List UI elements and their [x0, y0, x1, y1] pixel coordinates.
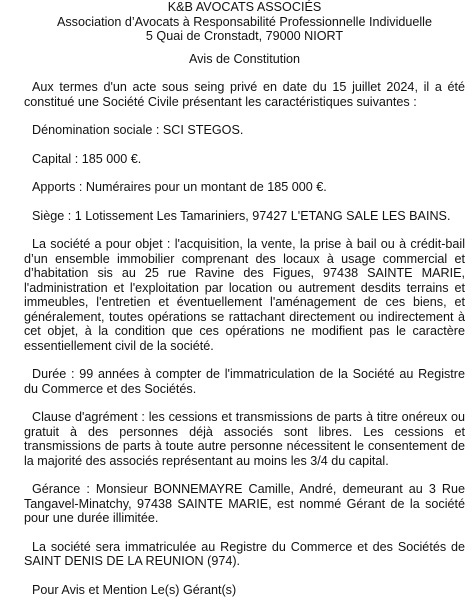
capital-paragraph: Capital : 185 000 €. — [32, 151, 142, 166]
apports-paragraph: Apports : Numéraires pour un montant de 185 000 €. — [32, 180, 327, 194]
firm-type: Association d’Avocats à Responsabilité Professionnelle Individuelle — [56, 14, 432, 29]
notice-title: Avis de Constitution — [188, 51, 301, 66]
immatriculation-paragraph: La société sera immatriculée au Registre du Commerce et des Sociétés de SAINT DENIS DE LA REUNION (974). — [24, 539, 465, 568]
firm-address: 5 Quai de Cronstadt, 79000 NIORT — [145, 29, 344, 43]
denomination-paragraph: Dénomination sociale : SCI STEGOS. — [32, 123, 244, 137]
agrement-paragraph: Clause d'agrément : les cessions et transmissions de parts à titre onéreux ou gratuit à des personnes déjà associés sont libres. Les cessions et transmissions de parts à toute autre personne nécessitent le consentement de la majorité des associés représentant au moins les 3/4 du capital. — [24, 410, 465, 468]
siege-paragraph: Siège : 1 Lotissement Les Tamariniers, 97427 L'ETANG SALE LES BAINS. — [32, 208, 451, 223]
objet-paragraph: La société a pour objet : l'acquisition, la vente, la prise à bail ou à crédit-bail d’un ensemble immobilier comprenant des locaux à usage commercial et d’habitation sis au 25 rue Ravine des Figues, 97438 SAINTE MARIE, l'administration et l'exploitation par location ou autrement desdits terrains et immeubles, l'entretien et éventuellement l'aménagement de ces biens, et généralement, toutes opérations se rattachant directement ou indirectement à cet objet, à la condition que ces opérations ne modifient pas le caractère essentiellement civil de la société. — [24, 237, 465, 353]
duree-paragraph: Durée : 99 années à compter de l'immatriculation de la Société au Registre du Commerce et des Sociétés. — [24, 367, 465, 396]
gerance-paragraph: Gérance : Monsieur BONNEMAYRE Camille, André, demeurant au 3 Rue Tangavel-Minatchy, 97438 SAINTE MARIE, est nommé Gérant de la société pour une durée illimitée. — [24, 482, 465, 525]
firm-name: K&B AVOCATS ASSOCIÉS — [167, 0, 322, 14]
firm-header — [24, 0, 465, 44]
intro-paragraph: Aux termes d'un acte sous seing privé en date du 15 juillet 2024, il a été constitué une Société Civile présentant les caractéristiques suivantes : — [24, 80, 465, 109]
signature-line: Pour Avis et Mention Le(s) Gérant(s) — [32, 582, 237, 597]
